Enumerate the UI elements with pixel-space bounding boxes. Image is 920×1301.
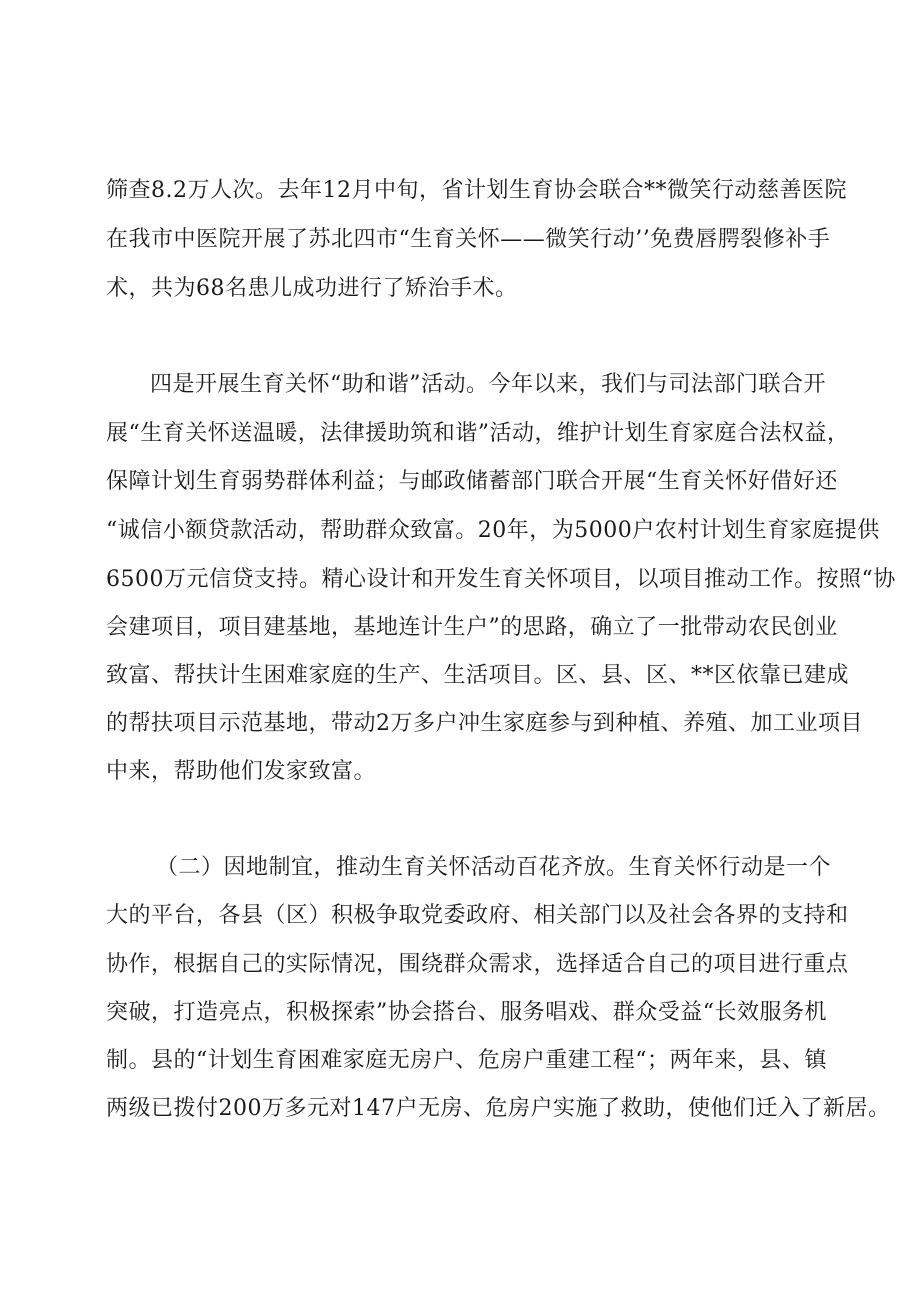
paragraph-2-line-2: 展“生育关怀送温暖，法律援助筑和谐”活动，维护计划生育家庭合法权益， (106, 421, 850, 446)
paragraph-2-line-1: 四是开展生育关怀“助和谐”活动。今年以来，我们与司法部门联合开 (150, 372, 826, 397)
paragraph-1-line-3: 术，共为68名患儿成功进行了矫治手术。 (106, 276, 518, 301)
paragraph-2-line-6: 会建项目，项目建基地，基地连计生户”的思路，确立了一批带动农民创业 (106, 615, 838, 640)
paragraph-3-line-2: 大的平台，各县（区）积极争取党委政府、相关部门以及社会各界的支持和 (106, 903, 849, 928)
paragraph-2-line-9: 中来，帮助他们发家致富。 (106, 759, 377, 784)
paragraph-3-line-6: 两级已拨付200万多元对147户无房、危房户实施了救助，使他们迁入了新居。 (106, 1096, 891, 1121)
paragraph-1-line-1: 筛查8.2万人次。去年12月中旬，省计划生育协会联合**微笑行动慈善医院 (106, 178, 847, 203)
paragraph-3-line-4: 突破，打造亮点，积极探索”协会搭台、服务唱戏、群众受益“长效服务机 (106, 1000, 827, 1025)
paragraph-2-line-3: 保障计划生育弱势群体利益；与邮政储蓄部门联合开展“生育关怀好借好还 (106, 469, 838, 494)
paragraph-1-line-2: 在我市中医院开展了苏北四市“生育关怀——微笑行动’’免费唇腭裂修补手 (106, 227, 831, 252)
paragraph-3-line-1: （二）因地制宜，推动生育关怀活动百花齐放。生育关怀行动是一个 (156, 855, 832, 880)
paragraph-2-line-5: 6500万元信贷支持。精心设计和开发生育关怀项目，以项目推动工作。按照“协 (106, 567, 896, 592)
paragraph-2-line-4: “诚信小额贷款活动，帮助群众致富。20年，为5000户农村计划生育家庭提供 (106, 518, 880, 543)
paragraph-2-line-8: 的帮扶项目示范基地，带动2万多户冲生家庭参与到种植、养殖、加工业项目 (106, 711, 863, 736)
paragraph-3-line-5: 制。县的“计划生育困难家庭无房户、危房户重建工程“；两年来，县、镇 (106, 1048, 827, 1073)
paragraph-3-line-3: 协作，根据自己的实际情况，围绕群众需求，选择适合自己的项目进行重点 (106, 952, 849, 977)
paragraph-2-line-7: 致富、帮扶计生困难家庭的生产、生活项目。区、县、区、**区依靠已建成 (106, 663, 850, 688)
